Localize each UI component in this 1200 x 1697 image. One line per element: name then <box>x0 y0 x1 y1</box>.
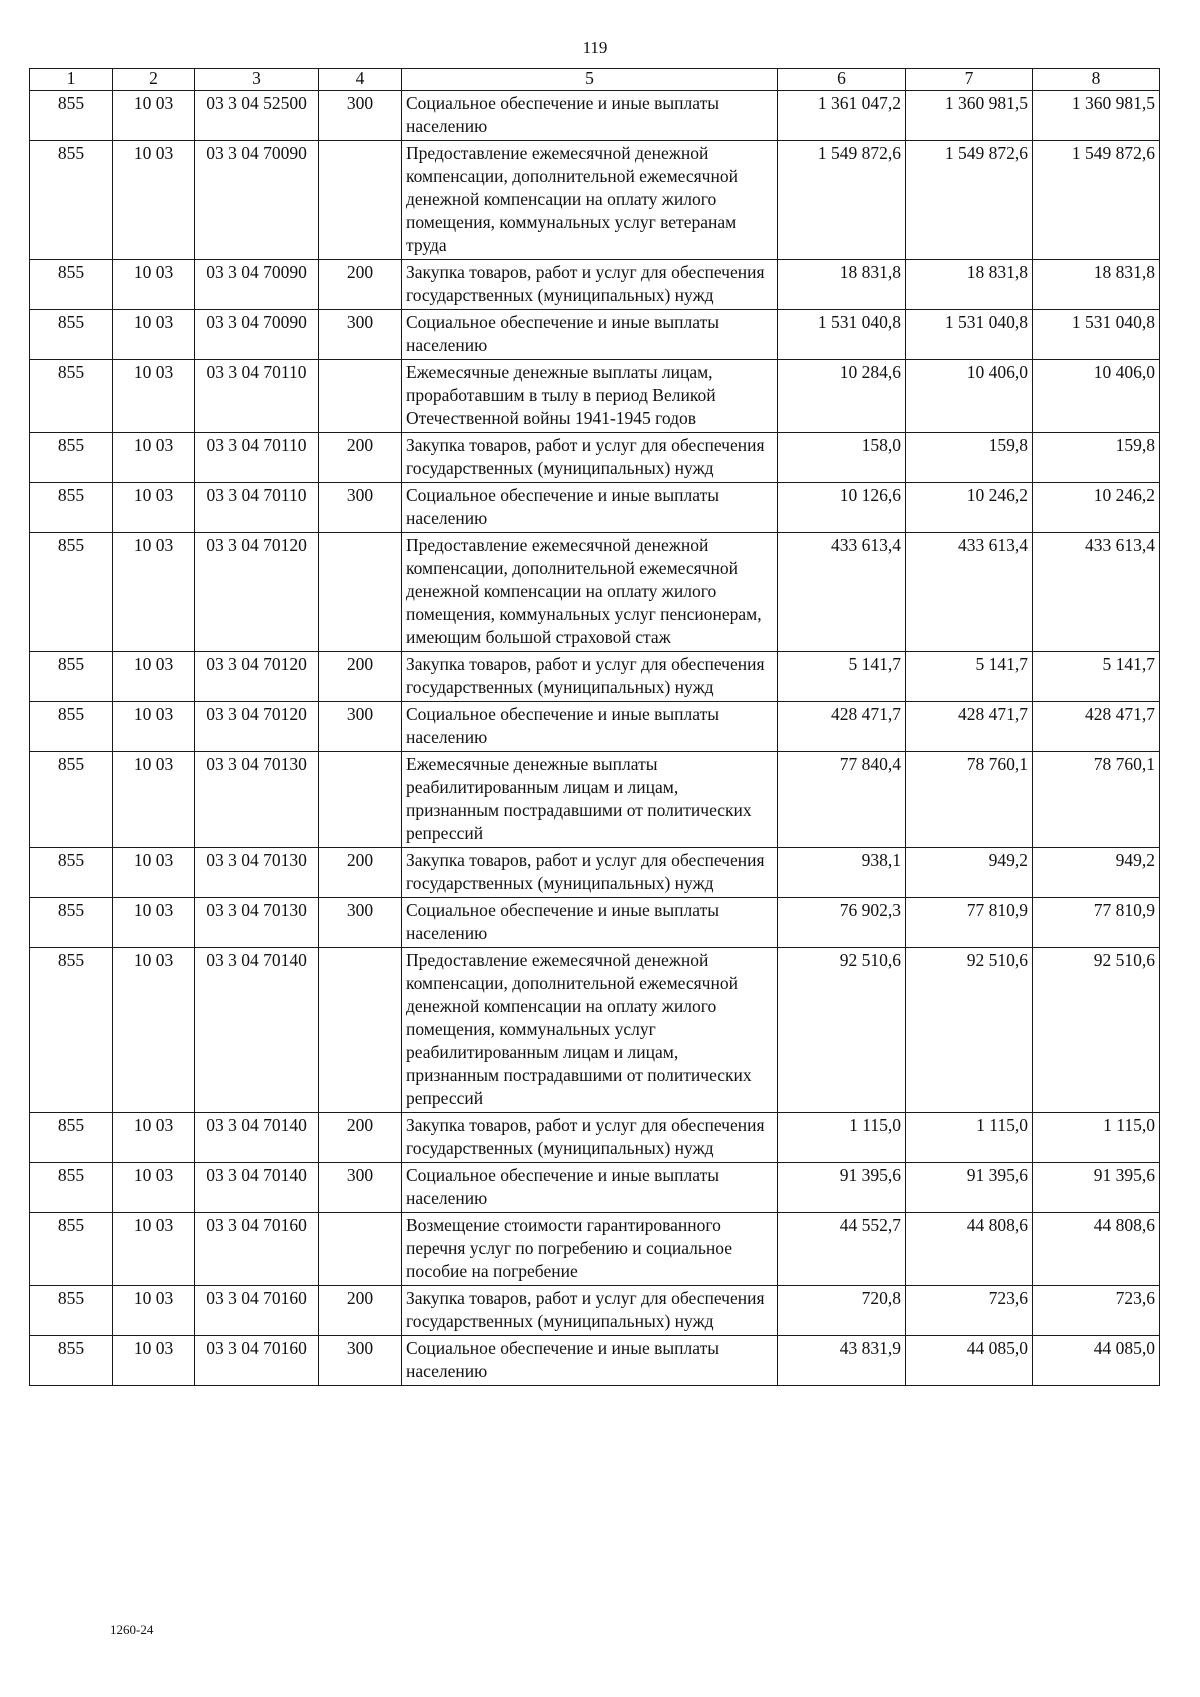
expense-type-cell <box>319 141 402 260</box>
amount-col7-cell: 1 549 872,6 <box>906 141 1033 260</box>
amount-col7-cell: 723,6 <box>906 1286 1033 1336</box>
amount-col8-cell: 5 141,7 <box>1033 652 1160 702</box>
amount-col7-cell: 91 395,6 <box>906 1163 1033 1213</box>
target-article-cell: 03 3 04 70120 <box>195 652 319 702</box>
amount-col6-cell: 5 141,7 <box>778 652 906 702</box>
expense-type-cell: 300 <box>319 898 402 948</box>
description-cell: Закупка товаров, работ и услуг для обеспечения государственных (муниципальных) нужд <box>402 848 778 898</box>
description-cell: Закупка товаров, работ и услуг для обеспечения государственных (муниципальных) нужд <box>402 652 778 702</box>
amount-col6-cell: 10 126,6 <box>778 483 906 533</box>
table-row <box>30 848 1160 898</box>
amount-col8-cell: 10 406,0 <box>1033 360 1160 433</box>
expense-type-cell: 300 <box>319 483 402 533</box>
expense-type-cell: 200 <box>319 260 402 310</box>
description-cell: Ежемесячные денежные выплаты лицам, проработавшим в тылу в период Великой Отечественной войны 1941-1945 годов <box>402 360 778 433</box>
description-cell: Социальное обеспечение и иные выплаты населению <box>402 1336 778 1386</box>
expense-type-cell <box>319 752 402 848</box>
table-header <box>30 69 1160 91</box>
description-cell: Предоставление ежемесячной денежной компенсации, дополнительной ежемесячной денежной компенсации на оплату жилого помещения, коммунальных услуг пенсионерам, имеющим большой страховой стаж <box>402 533 778 652</box>
expense-type-cell: 200 <box>319 433 402 483</box>
amount-col6-cell: 91 395,6 <box>778 1163 906 1213</box>
section-code-cell: 10 03 <box>113 91 195 141</box>
table-row <box>30 1113 1160 1163</box>
description-cell: Предоставление ежемесячной денежной компенсации, дополнительной ежемесячной денежной компенсации на оплату жилого помещения, коммунальных услуг ветеранам труда <box>402 141 778 260</box>
table-row <box>30 1213 1160 1286</box>
section-code-cell: 10 03 <box>113 141 195 260</box>
amount-col6-cell: 938,1 <box>778 848 906 898</box>
admin-code-cell: 855 <box>30 310 113 360</box>
column-header-2: 2 <box>113 69 195 91</box>
admin-code-cell: 855 <box>30 260 113 310</box>
amount-col6-cell: 10 284,6 <box>778 360 906 433</box>
admin-code-cell: 855 <box>30 848 113 898</box>
table-body <box>30 91 1160 1386</box>
section-code-cell: 10 03 <box>113 948 195 1113</box>
target-article-cell: 03 3 04 70120 <box>195 702 319 752</box>
amount-col6-cell: 43 831,9 <box>778 1336 906 1386</box>
admin-code-cell: 855 <box>30 652 113 702</box>
amount-col6-cell: 433 613,4 <box>778 533 906 652</box>
section-code-cell: 10 03 <box>113 1213 195 1286</box>
amount-col7-cell: 1 360 981,5 <box>906 91 1033 141</box>
table-row <box>30 702 1160 752</box>
description-cell: Социальное обеспечение и иные выплаты населению <box>402 702 778 752</box>
amount-col6-cell: 428 471,7 <box>778 702 906 752</box>
section-code-cell: 10 03 <box>113 848 195 898</box>
amount-col6-cell: 1 549 872,6 <box>778 141 906 260</box>
amount-col8-cell: 1 531 040,8 <box>1033 310 1160 360</box>
amount-col7-cell: 77 810,9 <box>906 898 1033 948</box>
amount-col7-cell: 1 115,0 <box>906 1113 1033 1163</box>
expense-type-cell: 200 <box>319 848 402 898</box>
expense-type-cell: 200 <box>319 1113 402 1163</box>
amount-col6-cell: 18 831,8 <box>778 260 906 310</box>
target-article-cell: 03 3 04 70130 <box>195 752 319 848</box>
target-article-cell: 03 3 04 70110 <box>195 483 319 533</box>
admin-code-cell: 855 <box>30 1113 113 1163</box>
target-article-cell: 03 3 04 70140 <box>195 948 319 1113</box>
admin-code-cell: 855 <box>30 433 113 483</box>
admin-code-cell: 855 <box>30 1163 113 1213</box>
description-cell: Закупка товаров, работ и услуг для обеспечения государственных (муниципальных) нужд <box>402 260 778 310</box>
amount-col8-cell: 44 085,0 <box>1033 1336 1160 1386</box>
amount-col7-cell: 92 510,6 <box>906 948 1033 1113</box>
expense-type-cell: 200 <box>319 1286 402 1336</box>
amount-col8-cell: 428 471,7 <box>1033 702 1160 752</box>
description-cell: Закупка товаров, работ и услуг для обеспечения государственных (муниципальных) нужд <box>402 433 778 483</box>
table-row <box>30 260 1160 310</box>
document-code: 1260-24 <box>110 1622 154 1637</box>
section-code-cell: 10 03 <box>113 260 195 310</box>
amount-col8-cell: 949,2 <box>1033 848 1160 898</box>
amount-col7-cell: 1 531 040,8 <box>906 310 1033 360</box>
target-article-cell: 03 3 04 70130 <box>195 848 319 898</box>
admin-code-cell: 855 <box>30 91 113 141</box>
amount-col6-cell: 1 361 047,2 <box>778 91 906 141</box>
admin-code-cell: 855 <box>30 898 113 948</box>
expense-type-cell: 300 <box>319 310 402 360</box>
table-row <box>30 483 1160 533</box>
target-article-cell: 03 3 04 70160 <box>195 1286 319 1336</box>
target-article-cell: 03 3 04 70090 <box>195 310 319 360</box>
amount-col7-cell: 433 613,4 <box>906 533 1033 652</box>
admin-code-cell: 855 <box>30 1213 113 1286</box>
section-code-cell: 10 03 <box>113 433 195 483</box>
expense-type-cell: 300 <box>319 91 402 141</box>
table-row <box>30 898 1160 948</box>
column-header-6: 6 <box>778 69 906 91</box>
target-article-cell: 03 3 04 70110 <box>195 360 319 433</box>
table-row <box>30 310 1160 360</box>
table-row <box>30 433 1160 483</box>
expense-type-cell <box>319 533 402 652</box>
expense-type-cell: 300 <box>319 1163 402 1213</box>
target-article-cell: 03 3 04 70090 <box>195 141 319 260</box>
section-code-cell: 10 03 <box>113 310 195 360</box>
target-article-cell: 03 3 04 52500 <box>195 91 319 141</box>
target-article-cell: 03 3 04 70120 <box>195 533 319 652</box>
amount-col6-cell: 76 902,3 <box>778 898 906 948</box>
amount-col6-cell: 77 840,4 <box>778 752 906 848</box>
amount-col7-cell: 78 760,1 <box>906 752 1033 848</box>
target-article-cell: 03 3 04 70110 <box>195 433 319 483</box>
admin-code-cell: 855 <box>30 141 113 260</box>
description-cell: Возмещение стоимости гарантированного перечня услуг по погребению и социальное пособие на погребение <box>402 1213 778 1286</box>
amount-col7-cell: 5 141,7 <box>906 652 1033 702</box>
amount-col8-cell: 1 115,0 <box>1033 1113 1160 1163</box>
amount-col8-cell: 92 510,6 <box>1033 948 1160 1113</box>
table-row <box>30 360 1160 433</box>
amount-col8-cell: 1 360 981,5 <box>1033 91 1160 141</box>
amount-col7-cell: 44 808,6 <box>906 1213 1033 1286</box>
section-code-cell: 10 03 <box>113 752 195 848</box>
admin-code-cell: 855 <box>30 1336 113 1386</box>
expense-type-cell <box>319 360 402 433</box>
admin-code-cell: 855 <box>30 533 113 652</box>
admin-code-cell: 855 <box>30 752 113 848</box>
description-cell: Закупка товаров, работ и услуг для обеспечения государственных (муниципальных) нужд <box>402 1286 778 1336</box>
target-article-cell: 03 3 04 70130 <box>195 898 319 948</box>
amount-col6-cell: 720,8 <box>778 1286 906 1336</box>
target-article-cell: 03 3 04 70160 <box>195 1336 319 1386</box>
section-code-cell: 10 03 <box>113 898 195 948</box>
expense-type-cell: 300 <box>319 1336 402 1386</box>
description-cell: Предоставление ежемесячной денежной компенсации, дополнительной ежемесячной денежной компенсации на оплату жилого помещения, коммунальных услуг реабилитированным лицам и лицам, признанным пострадавшими от политических репрессий <box>402 948 778 1113</box>
amount-col8-cell: 1 549 872,6 <box>1033 141 1160 260</box>
table-row <box>30 1286 1160 1336</box>
column-header-7: 7 <box>906 69 1033 91</box>
section-code-cell: 10 03 <box>113 360 195 433</box>
section-code-cell: 10 03 <box>113 702 195 752</box>
amount-col8-cell: 77 810,9 <box>1033 898 1160 948</box>
amount-col7-cell: 428 471,7 <box>906 702 1033 752</box>
section-code-cell: 10 03 <box>113 1336 195 1386</box>
page-number: 119 <box>582 38 608 57</box>
description-cell: Социальное обеспечение и иные выплаты населению <box>402 483 778 533</box>
amount-col6-cell: 158,0 <box>778 433 906 483</box>
amount-col8-cell: 44 808,6 <box>1033 1213 1160 1286</box>
column-header-1: 1 <box>30 69 113 91</box>
admin-code-cell: 855 <box>30 1286 113 1336</box>
amount-col6-cell: 1 531 040,8 <box>778 310 906 360</box>
table-row <box>30 948 1160 1113</box>
amount-col6-cell: 44 552,7 <box>778 1213 906 1286</box>
amount-col8-cell: 159,8 <box>1033 433 1160 483</box>
amount-col8-cell: 78 760,1 <box>1033 752 1160 848</box>
amount-col8-cell: 18 831,8 <box>1033 260 1160 310</box>
amount-col8-cell: 91 395,6 <box>1033 1163 1160 1213</box>
section-code-cell: 10 03 <box>113 652 195 702</box>
section-code-cell: 10 03 <box>113 533 195 652</box>
admin-code-cell: 855 <box>30 483 113 533</box>
column-header-8: 8 <box>1033 69 1160 91</box>
target-article-cell: 03 3 04 70140 <box>195 1163 319 1213</box>
admin-code-cell: 855 <box>30 360 113 433</box>
admin-code-cell: 855 <box>30 702 113 752</box>
amount-col7-cell: 949,2 <box>906 848 1033 898</box>
budget-table <box>29 68 1160 1386</box>
amount-col7-cell: 10 246,2 <box>906 483 1033 533</box>
table-row <box>30 1336 1160 1386</box>
amount-col7-cell: 159,8 <box>906 433 1033 483</box>
column-header-4: 4 <box>319 69 402 91</box>
description-cell: Ежемесячные денежные выплаты реабилитированным лицам и лицам, признанным пострадавшими от политических репрессий <box>402 752 778 848</box>
expense-type-cell: 300 <box>319 702 402 752</box>
description-cell: Социальное обеспечение и иные выплаты населению <box>402 898 778 948</box>
target-article-cell: 03 3 04 70090 <box>195 260 319 310</box>
column-header-3: 3 <box>195 69 319 91</box>
header-row <box>30 69 1160 91</box>
table-row <box>30 752 1160 848</box>
amount-col8-cell: 433 613,4 <box>1033 533 1160 652</box>
expense-type-cell <box>319 1213 402 1286</box>
amount-col6-cell: 1 115,0 <box>778 1113 906 1163</box>
table-row <box>30 1163 1160 1213</box>
expense-type-cell <box>319 948 402 1113</box>
table-row <box>30 91 1160 141</box>
section-code-cell: 10 03 <box>113 483 195 533</box>
expense-type-cell: 200 <box>319 652 402 702</box>
amount-col8-cell: 723,6 <box>1033 1286 1160 1336</box>
column-header-5: 5 <box>402 69 778 91</box>
target-article-cell: 03 3 04 70140 <box>195 1113 319 1163</box>
section-code-cell: 10 03 <box>113 1163 195 1213</box>
section-code-cell: 10 03 <box>113 1286 195 1336</box>
table-row <box>30 533 1160 652</box>
target-article-cell: 03 3 04 70160 <box>195 1213 319 1286</box>
section-code-cell: 10 03 <box>113 1113 195 1163</box>
admin-code-cell: 855 <box>30 948 113 1113</box>
description-cell: Закупка товаров, работ и услуг для обеспечения государственных (муниципальных) нужд <box>402 1113 778 1163</box>
amount-col7-cell: 44 085,0 <box>906 1336 1033 1386</box>
description-cell: Социальное обеспечение и иные выплаты населению <box>402 310 778 360</box>
amount-col7-cell: 10 406,0 <box>906 360 1033 433</box>
amount-col6-cell: 92 510,6 <box>778 948 906 1113</box>
amount-col7-cell: 18 831,8 <box>906 260 1033 310</box>
table-row <box>30 141 1160 260</box>
description-cell: Социальное обеспечение и иные выплаты населению <box>402 91 778 141</box>
description-cell: Социальное обеспечение и иные выплаты населению <box>402 1163 778 1213</box>
amount-col8-cell: 10 246,2 <box>1033 483 1160 533</box>
table-row <box>30 652 1160 702</box>
